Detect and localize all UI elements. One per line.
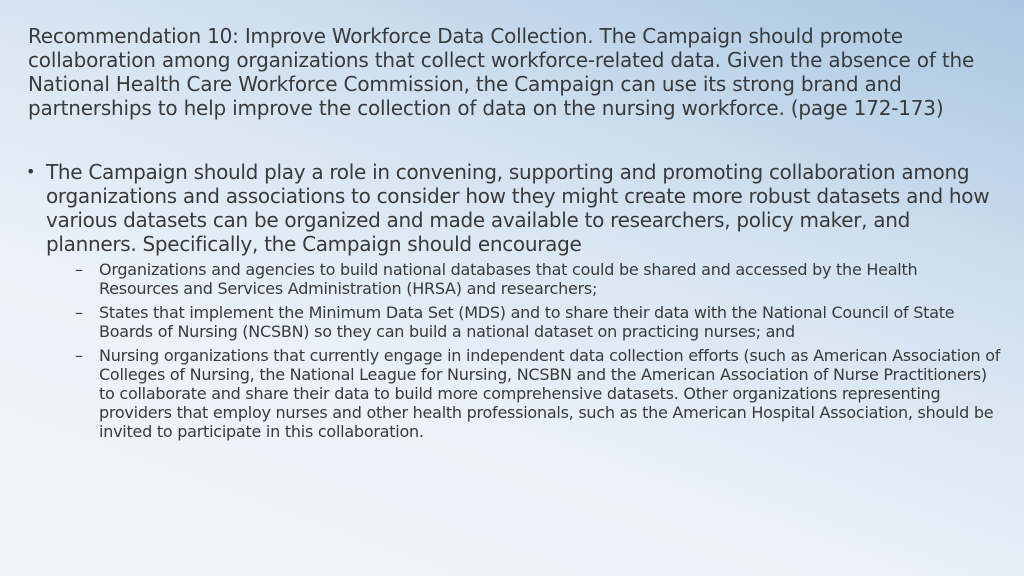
bullet-list xyxy=(26,160,1001,446)
sub-bullet-marker: – xyxy=(75,303,83,322)
bullet-marker: • xyxy=(26,162,36,181)
sub-bullet-text: States that implement the Minimum Data Set (MDS) and to share their data with the National Council of State Boards of Nursing (NCSBN) so they can build a national dataset on practicing nurses; and xyxy=(99,303,955,341)
sub-bullet-marker: – xyxy=(75,260,83,279)
recommendation-heading: Recommendation 10: Improve Workforce Data Collection. The Campaign should promote collaboration among organizations that collect workforce-related data. Given the absence of the National Health Care Workforce Commission, the Campaign can use its strong brand and partnerships to help improve the collection of data on the nursing workforce. (page 172-173) xyxy=(28,24,975,120)
sub-bullet-item xyxy=(46,346,1001,441)
bullet-text: The Campaign should play a role in convening, supporting and promoting collaboration among organizations and associations to consider how they might create more robust datasets and how various datasets can be organized and made available to researchers, policy maker, and planners. Specifically, the Campaign should encourage xyxy=(46,160,990,256)
sub-bullet-marker: – xyxy=(75,346,83,365)
sub-bullet-text: Nursing organizations that currently engage in independent data collection efforts (such as American Association of Colleges of Nursing, the National League for Nursing, NCSBN and the American Association of Nurse Practitioners) to collaborate and share their data to build more comprehensive datasets. Other organizations representing providers that employ nurses and other health professionals, such as the American Hospital Association, should be invited to participate in this collaboration. xyxy=(99,346,1001,441)
sub-bullet-text: Organizations and agencies to build national databases that could be shared and accessed by the Health Resources and Services Administration (HRSA) and researchers; xyxy=(99,260,918,298)
sub-bullet-list xyxy=(46,260,1001,441)
sub-bullet-item xyxy=(46,303,1001,341)
sub-bullet-item xyxy=(46,260,1001,298)
bullet-item xyxy=(26,160,1001,441)
